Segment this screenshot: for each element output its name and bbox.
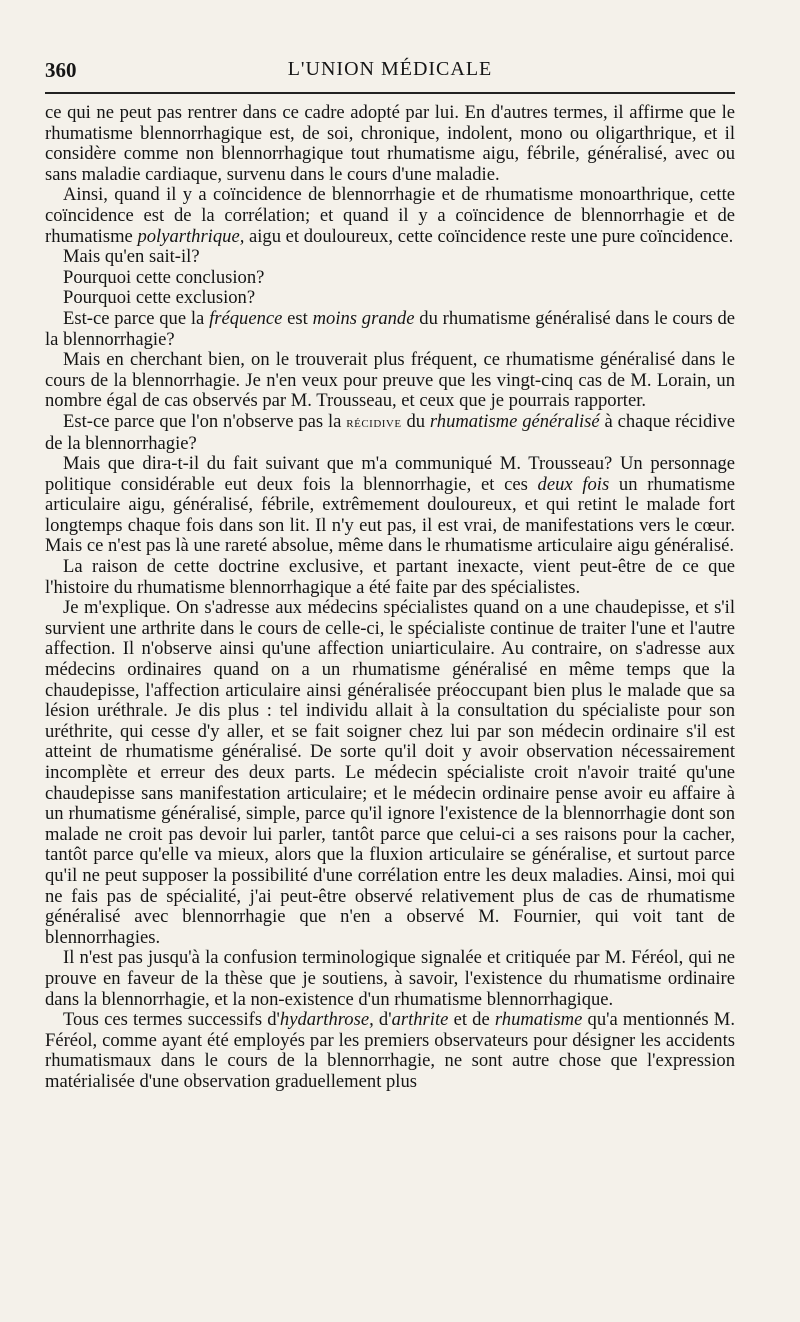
text-run: Ainsi, quand il y a coïncidence de blennorrhagie et de rhumatisme monoarthrique, cette coïncidence est de la corrélation; et quand il y a coïncidence de blennorrhagie et de rhumatisme [45, 184, 735, 247]
text-run: hydarthrose, [279, 1009, 374, 1031]
text-run: un rhumatisme articulaire aigu, généralisé, fébrile, extrêmement douloureux, et qui retint le malade fort longtemps chaque fois dans son lit. Il n'y eut pas, il est vrai, de manifestations vers le cœur. Mais ce n'est pas là une rareté absolue, même dans le rhumatisme articulaire aigu généralisé. [45, 473, 735, 557]
paragraph [45, 247, 735, 268]
text-run: Je m'explique. On s'adresse aux médecins spécialistes quand on a une chaudepisse, et s'il survient une arthrite dans le cours de celle-ci, le spécialiste continue de traiter l'une et l'autre affection. Il n'observe ainsi qu'une affection uniarticulaire. Au contraire, on s'adresse aux médecins ordinaires quand on a un rhumatisme généralisé en même temps que la chaudepisse, l'affection articulaire ainsi généralisée préoccupant bien plus le malade que sa lésion uréthrale. Je dis plus : tel individu allait à la consultation du spécialiste pour son uréthrite, qui cesse d'y aller, et se fait soigner chez lui par son médecin ordinaire s'il est atteint de rhumatisme généralisé. De sorte qu'il doit y avoir observation nécessairement incomplète et erreur des deux parts. Le médecin spécialiste croit n'avoir traité qu'une chaudepisse sans manifestation articulaire; et le médecin ordinaire pense avoir eu affaire à un rhumatisme généralisé, simple, parce qu'il ignore l'existence de la blennorrhagie dont son malade ne croit pas devoir lui parler, tantôt parce que celui-ci a ses raisons pour la cacher, tantôt parce qu'elle va mieux, alors que la fluxion articulaire se généralise, et surtout parce qu'il ne peut supposer la possibilité d'une corrélation entre les deux maladies. Ainsi, moi qui ne fais pas de spécialité, j'ai peut-être observé relativement plus de cas de rhumatisme généralisé avec blennorrhagie que n'en a observé M. Fournier, qui voit tant de blennorrhagies. [45, 597, 735, 948]
text-run: rhumatisme [494, 1009, 583, 1031]
text-run: et de [448, 1009, 495, 1031]
text-run: ce qui ne peut pas rentrer dans ce cadre adopté par lui. En d'autres termes, il affirme que le rhumatisme blennorrhagique est, de soi, chronique, indolent, mono ou oligarthrique, et il considère comme non blennorrhagique tout rhumatisme aigu, fébrile, généralisé, avec ou sans maladie cardiaque, survenu dans le cours d'une maladie. [45, 102, 735, 185]
paragraph [45, 598, 735, 948]
running-title: L'UNION MÉDICALE [287, 58, 493, 80]
page-number: 360 [45, 58, 77, 82]
body-text [45, 103, 735, 1093]
header-rule [45, 92, 735, 94]
paragraph [45, 268, 735, 289]
text-run: La raison de cette doctrine exclusive, et partant inexacte, vient peut-être de ce que l'histoire du rhumatisme blennorrhagique a été faite par des spécialistes. [45, 556, 735, 598]
text-run: deux fois [537, 473, 610, 495]
text-run: qu'a mentionnés M. Féréol, comme ayant été employés par les premiers observateurs pour désigner les accidents rhumatismaux dans le cours de la blennorrhagie, ne sont autre chose que l'expression matérialisée d'une observation graduellement plus [45, 1009, 735, 1092]
paragraph [45, 350, 735, 412]
paragraph [45, 1010, 735, 1092]
text-run: Est-ce parce que la [63, 307, 210, 329]
text-run: Il n'est pas jusqu'à la confusion terminologique signalée et critiquée par M. Féréol, qui ne prouve en faveur de la thèse que je soutiens, à savoir, l'existence du rhumatisme ordinaire dans la blennorrhagie, et la non-existence d'un rhumatisme blennorrhagique. [45, 947, 735, 1010]
text-run: arthrite [391, 1009, 449, 1031]
paragraph [45, 185, 735, 247]
text-run: Mais qu'en sait-il? [63, 246, 200, 268]
text-run: à chaque récidive de la blennorrhagie? [45, 410, 735, 454]
text-run: moins grande [312, 307, 415, 329]
page-header [45, 58, 735, 86]
paragraph [45, 948, 735, 1010]
text-run: du [401, 410, 430, 432]
text-run: rhumatisme généralisé [429, 410, 600, 432]
paragraph [45, 557, 735, 598]
text-run: Tous ces termes successifs d' [63, 1009, 280, 1031]
text-run: polyarthrique, [137, 225, 245, 247]
text-run: Pourquoi cette conclusion? [63, 266, 265, 288]
paragraph [45, 309, 735, 350]
paragraph [45, 288, 735, 309]
text-run: Mais en cherchant bien, on le trouverait plus fréquent, ce rhumatisme généralisé dans le cours de la blennorrhagie. Je n'en veux pour preuve que les vingt-cinq cas de M. Lorain, un nombre égal de cas observés par M. Trousseau, et ceux que je pourrais rapporter. [45, 349, 735, 412]
text-run: Mais que dira-t-il du fait suivant que m'a communiqué M. Trousseau? Un personnage politique considérable eut deux fois la blennorrhagie, et ces [45, 453, 735, 495]
paragraph [45, 103, 735, 185]
text-run: du rhumatisme généralisé dans le cours de la blennorrhagie? [45, 307, 736, 350]
text-run: Pourquoi cette exclusion? [63, 287, 256, 309]
text-run: d' [373, 1009, 392, 1031]
text-run: récidive [346, 413, 402, 431]
paragraph [45, 454, 735, 557]
text-run: est [282, 307, 313, 329]
text-run: Est-ce parce que l'on n'observe pas la [63, 410, 347, 432]
paragraph [45, 412, 735, 454]
text-run: aigu et douloureux, cette coïncidence reste une pure coïncidence. [244, 225, 734, 247]
text-run: fréquence [209, 307, 283, 329]
